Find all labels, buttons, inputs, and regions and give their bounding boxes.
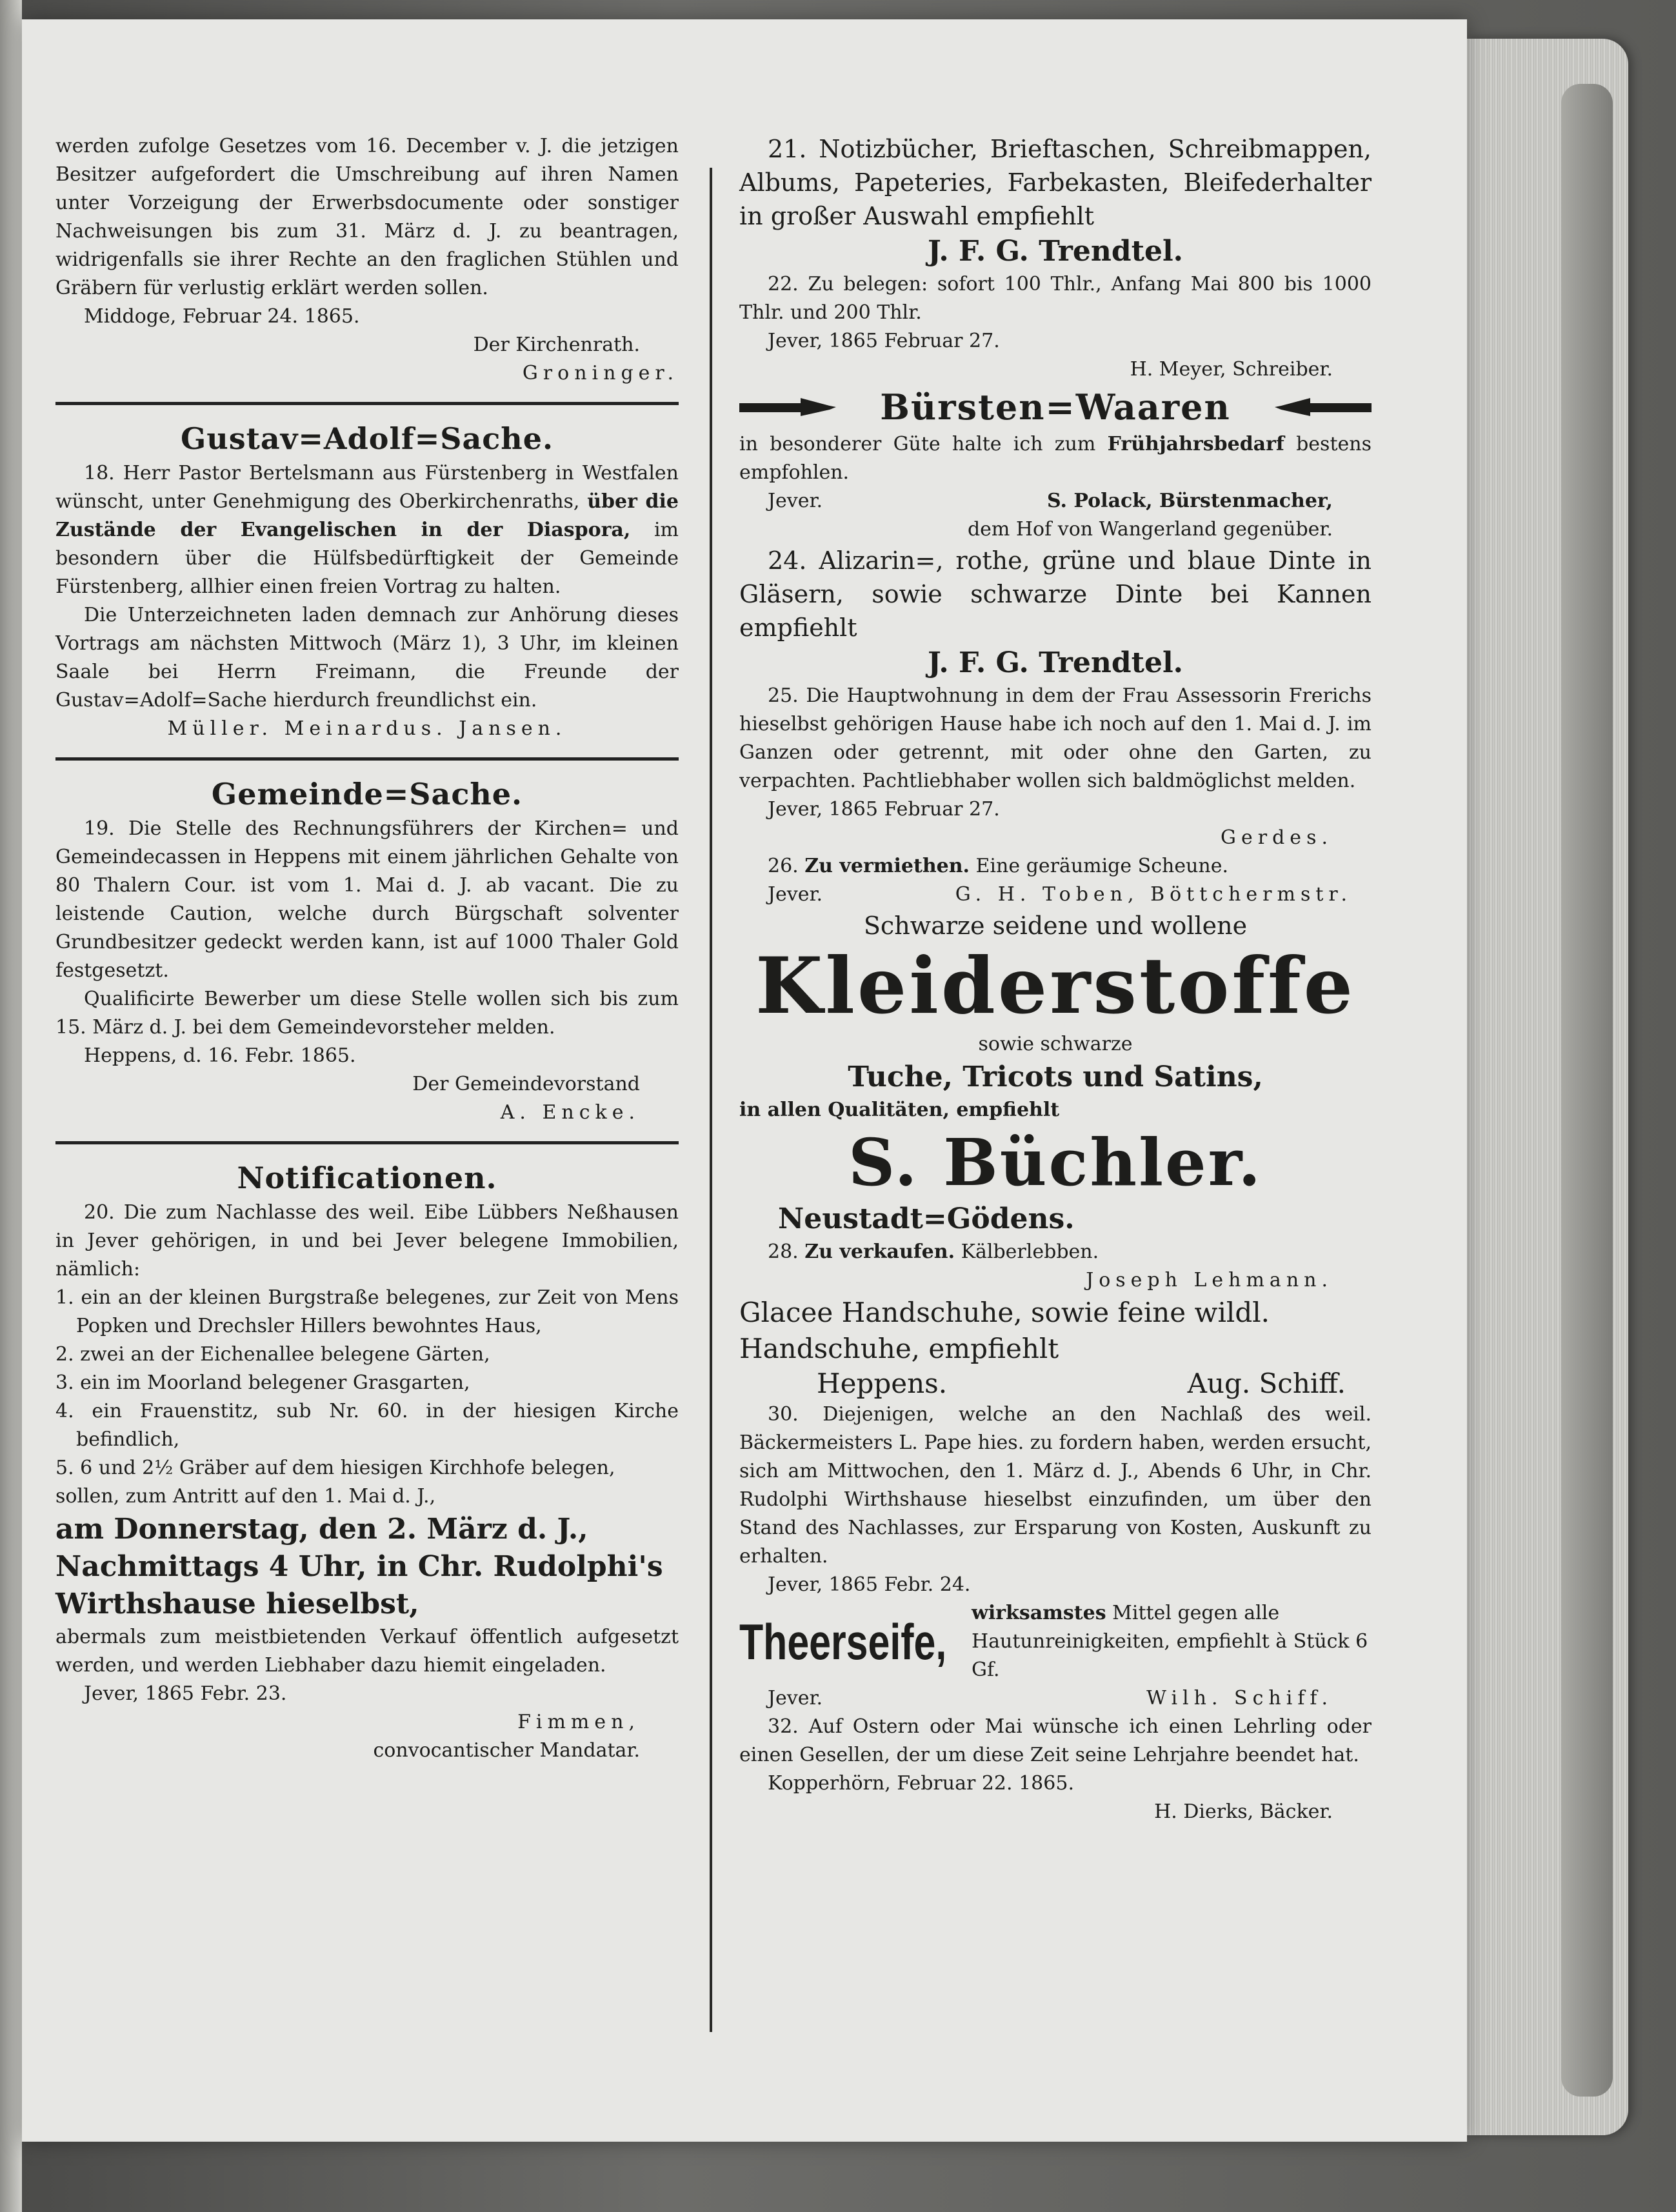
- brush-ad-title: Bürsten=Waaren: [880, 386, 1231, 428]
- ad-31-place: Jever.: [768, 1687, 823, 1709]
- notice-19-applicants: Qualificirte Bewerber um diese Stelle wollen sich bis zum 15. März d. J. bei dem Gemeindevorsteher melden.: [55, 988, 679, 1039]
- notice-25-signature: Gerdes.: [1221, 826, 1333, 849]
- notice-19-signature-body: Der Gemeindevorstand: [412, 1073, 640, 1095]
- notice-22-date: Jever, 1865 Februar 27.: [768, 330, 1000, 352]
- notice-18-signatures: Müller. Meinardus. Jansen.: [167, 717, 567, 740]
- notice-18-text-bold: über die Zustände der Evangelischen in der Diaspora,: [55, 490, 679, 541]
- ad-27-merchant: S. Büchler.: [848, 1124, 1263, 1201]
- section-heading-gemeinde: Gemeinde=Sache.: [211, 777, 523, 812]
- notice-23: [739, 430, 1372, 487]
- ad-31-theerseife: Theerseife,: [739, 1613, 947, 1670]
- notice-26-place: Jever.: [768, 883, 823, 906]
- section-heading-notificationen: Notificationen.: [237, 1161, 497, 1195]
- notice-23-place: Jever.: [768, 490, 823, 512]
- notice-23-address: dem Hof von Wangerland gegenüber.: [967, 518, 1333, 541]
- notice-21-signature: J. F. G. Trendtel.: [928, 235, 1183, 268]
- ad-31-signature-row: [739, 1684, 1372, 1713]
- intro-notice: werden zufolge Gesetzes vom 16. December v. J. die jetzigen Besitzer aufgefordert die Umschreibung auf ihren Namen unter Vorzeigung der Erwerbsdocumente oder sonstiger Nachweisungen bis zum 31. März d. J. zu beantragen, widrigenfalls sie ihrer Rechte an den fraglichen Stühlen und Gräbern für verlustig erklärt werden sollen.: [55, 135, 679, 299]
- notice-26-signature: G. H. Toben, Böttchermstr.: [955, 883, 1352, 906]
- brush-ad-header: [739, 384, 1372, 430]
- ad-31: [739, 1599, 1372, 1684]
- section-rule: [55, 402, 679, 405]
- notice-23-text-c: bestens empfohlen.: [739, 433, 1372, 484]
- notice-26-text: Eine geräumige Scheune.: [975, 855, 1229, 877]
- notice-19-date: Heppens, d. 16. Febr. 1865.: [84, 1044, 356, 1067]
- notice-28-signature: Joseph Lehmann.: [1086, 1269, 1333, 1291]
- notice-19-signature-name: A. Encke.: [500, 1101, 640, 1124]
- notice-30-date: Jever, 1865 Febr. 24.: [768, 1573, 971, 1596]
- notice-21: 21. Notizbücher, Brieftaschen, Schreibmappen, Albums, Papeteries, Farbekasten, Bleifederhalter in großer Auswahl empfiehlt: [739, 135, 1372, 230]
- notice-23-text-a: in besonderer Güte halte ich zum: [739, 433, 1096, 455]
- notice-20-signature-role: convocantischer Mandatar.: [373, 1739, 640, 1762]
- notice-25-date: Jever, 1865 Februar 27.: [768, 798, 1000, 821]
- notice-20-signature-name: Fimmen,: [517, 1711, 640, 1733]
- notice-28-title: Zu verkaufen.: [804, 1241, 955, 1263]
- right-column: [739, 132, 1372, 1826]
- notice-18: [55, 459, 679, 601]
- book-spine-shadow: [1561, 84, 1613, 2097]
- notice-26-title: Zu vermiethen.: [804, 855, 970, 877]
- ad-27-kleiderstoffe: Kleiderstoffe: [755, 941, 1355, 1031]
- section-rule: [55, 757, 679, 761]
- notice-20-term: sollen, zum Antritt auf den 1. Mai d. J.,: [55, 1485, 436, 1508]
- pointing-hand-left-icon: [1275, 394, 1372, 420]
- ad-27-location: Neustadt=Gödens.: [778, 1202, 1075, 1235]
- intro-date: Middoge, Februar 24. 1865.: [84, 305, 360, 328]
- column-divider: [710, 168, 712, 2032]
- notice-22-signature: H. Meyer, Schreiber.: [1130, 358, 1333, 381]
- ad-29-signature: Aug. Schiff.: [1187, 1368, 1346, 1399]
- notice-20: 20. Die zum Nachlasse des weil. Eibe Lübbers Neßhausen in Jever gehörigen, in und bei Jever belegene Immobilien, nämlich:: [55, 1201, 679, 1280]
- left-column: [55, 132, 679, 1765]
- notice-20-item: 2. zwei an der Eichenallee belegene Gärten,: [55, 1343, 490, 1366]
- section-rule: [55, 1141, 679, 1144]
- notice-23-signature-row: [739, 487, 1372, 515]
- notice-23-signature: S. Polack, Bürstenmacher,: [1046, 490, 1333, 512]
- notice-23-text-bold: Frühjahrsbedarf: [1107, 433, 1284, 455]
- notice-32: 32. Auf Ostern oder Mai wünsche ich einen Lehrling oder einen Gesellen, der um diese Zeit seine Lehrjahre beendet hat.: [739, 1715, 1372, 1766]
- ad-27-line-4: Tuche, Tricots und Satins,: [848, 1061, 1263, 1093]
- notice-26-number: 26.: [768, 855, 799, 877]
- notice-18-text-c: im besondern über die Hülfsbedürftigkeit der Gemeinde Fürstenberg, allhier einen freien Vortrag zu halten.: [55, 519, 679, 598]
- notice-20-item: 5. 6 und 2½ Gräber auf dem hiesigen Kirchhofe belegen,: [55, 1457, 615, 1479]
- ad-27-line-3: sowie schwarze: [978, 1033, 1133, 1055]
- ad-29-place: Heppens.: [817, 1368, 948, 1399]
- ad-31-text: [972, 1599, 1372, 1684]
- notice-20-item: 3. ein im Moorland belegener Grasgarten,: [55, 1371, 470, 1394]
- notice-18-text-a: 18. Herr Pastor Bertelsmann aus Fürstenberg in Westfalen wünscht, unter Genehmigung des Oberkirchenraths,: [55, 462, 679, 513]
- ad-31-text-bold: wirksamstes: [972, 1602, 1106, 1624]
- intro-signature-body: Der Kirchenrath.: [473, 334, 640, 356]
- ad-29-signature-row: [739, 1367, 1372, 1400]
- notice-24: 24. Alizarin=, rothe, grüne und blaue Dinte in Gläsern, sowie schwarze Dinte bei Kannen empfiehlt: [739, 546, 1372, 642]
- notice-22: 22. Zu belegen: sofort 100 Thlr., Anfang Mai 800 bis 1000 Thlr. und 200 Thlr.: [739, 273, 1372, 324]
- notice-30: 30. Diejenigen, welche an den Nachlaß des weil. Bäckermeisters L. Pape hies. zu fordern haben, werden ersucht, sich am Mittwochen, den 1. März d. J., Abends 6 Uhr, in Chr. Rudolphi Wirthshause hieselbst einzufinden, um über den Stand des Nachlasses, zur Ersparung von Kosten, Auskunft zu erhalten.: [739, 1403, 1372, 1568]
- notice-20-item: 1. ein an der kleinen Burgstraße belegenes, zur Zeit von Mens Popken und Drechsler Hillers bewohntes Haus,: [55, 1286, 679, 1337]
- notice-19: 19. Die Stelle des Rechnungsführers der Kirchen= und Gemeindecassen in Heppens mit einem jährlichen Gehalte von 80 Thalern Cour. ist vom 1. Mai d. J. ab vacant. Die zu leistende Caution, welche durch Bürgschaft solventer Grundbesitzer gedeckt werden kann, ist auf 1000 Thaler Gold festgesetzt.: [55, 817, 679, 982]
- notice-28-number: 28.: [768, 1241, 799, 1263]
- notice-24-signature: J. F. G. Trendtel.: [928, 646, 1183, 679]
- notice-18-invitation: Die Unterzeichneten laden demnach zur Anhörung dieses Vortrags am nächsten Mittwoch (März 1), 3 Uhr, im kleinen Saale bei Herrn Freimann, die Freunde der Gustav=Adolf=Sache hierdurch freundlichst ein.: [55, 604, 679, 712]
- notice-28-text: Kälberlebben.: [961, 1241, 1099, 1263]
- notice-26-signature-row: [739, 881, 1372, 909]
- notice-28: [739, 1238, 1372, 1266]
- section-heading-gustav-adolf: Gustav=Adolf=Sache.: [180, 421, 554, 456]
- pointing-hand-right-icon: [739, 394, 836, 420]
- notice-20-auction-text: abermals zum meistbietenden Verkauf öffentlich aufgesetzt werden, und werden Liebhaber dazu hiemit eingeladen.: [55, 1626, 679, 1677]
- notice-25: 25. Die Hauptwohnung in dem der Frau Assessorin Frerichs hieselbst gehörigen Hause habe ich noch auf den 1. Mai d. J. im Ganzen oder getrennt, mit oder ohne den Garten, zu verpachten. Pachtliebhaber wollen sich baldmöglichst melden.: [739, 684, 1372, 792]
- ad-27-line-5: in allen Qualitäten, empfiehlt: [739, 1099, 1060, 1121]
- notice-32-date: Kopperhörn, Februar 22. 1865.: [768, 1772, 1074, 1795]
- ad-27-line-1: Schwarze seidene und wollene: [863, 912, 1248, 940]
- facing-page-edge: [0, 0, 22, 2212]
- ad-29-text: Glacee Handschuhe, sowie feine wildl. Handschuhe, empfiehlt: [739, 1297, 1270, 1364]
- notice-20-item: 4. ein Frauenstitz, sub Nr. 60. in der hiesigen Kirche befindlich,: [55, 1400, 679, 1451]
- notice-20-date: Jever, 1865 Febr. 23.: [84, 1682, 287, 1705]
- notice-26: [739, 852, 1372, 881]
- ad-31-signature: Wilh. Schiff.: [1146, 1687, 1333, 1709]
- ad-31-text-rest: Mittel gegen alle Hautunreinigkeiten, empfiehlt à Stück 6 Gf.: [972, 1602, 1368, 1681]
- notice-20-auction-date: am Donnerstag, den 2. März d. J., Nachmittags 4 Uhr, in Chr. Rudolphi's Wirthshause hieselbst,: [55, 1513, 663, 1620]
- intro-signature-name: Groninger.: [522, 362, 679, 384]
- notice-32-signature: H. Dierks, Bäcker.: [1154, 1800, 1333, 1823]
